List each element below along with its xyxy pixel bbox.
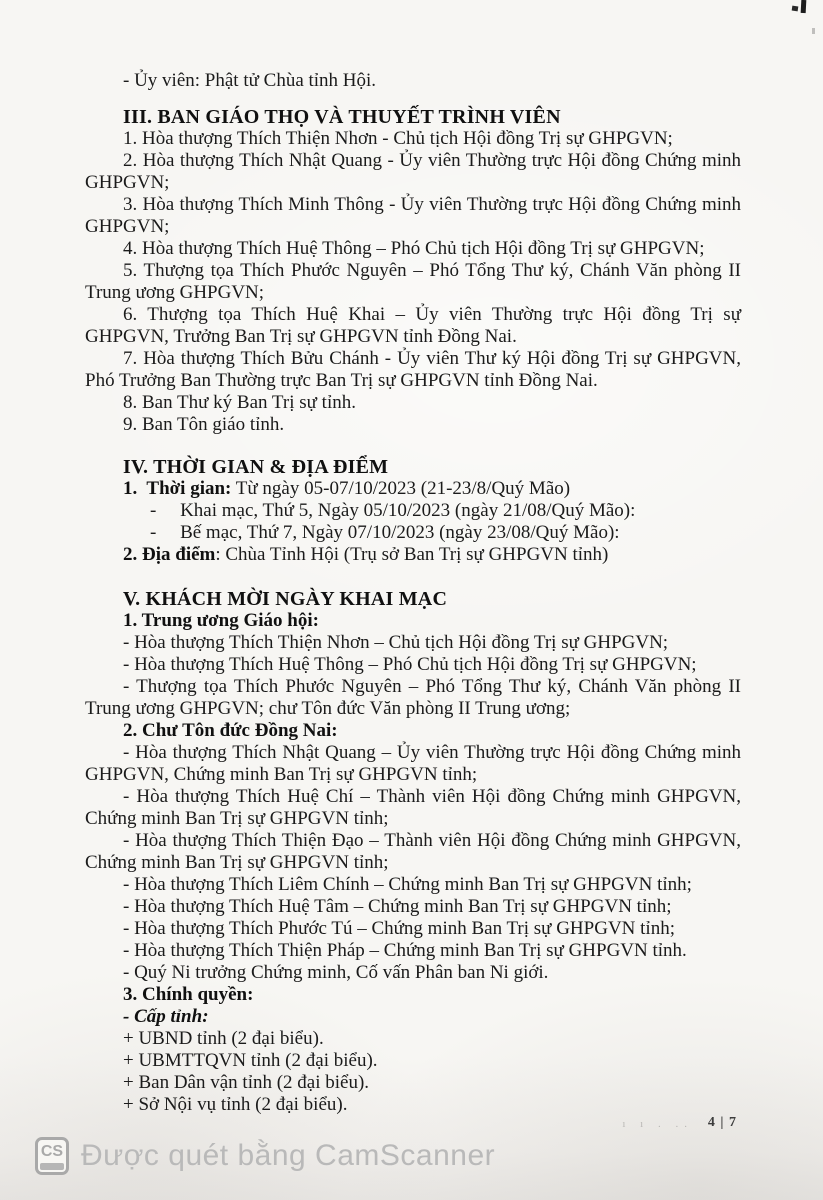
text-run: : Chùa Tỉnh Hội (Trụ sở Ban Trị sự GHPGVN tỉnh) <box>215 544 609 565</box>
text-run: 1. Trung ương Giáo hội: <box>123 610 319 631</box>
camscanner-logo-bar <box>40 1163 64 1170</box>
text-run: Từ ngày 05-07/10/2023 (21-23/8/Quý Mão) <box>231 478 571 499</box>
text-line <box>85 676 741 698</box>
text-run: GHPGVN, Chứng minh Ban Trị sự GHPGVN tỉnh; <box>85 764 478 785</box>
text-run: Trung ương GHPGVN; <box>85 282 265 303</box>
text-run: 3. Hòa thượng Thích Minh Thông - Ủy viên Thường trực Hội đồng Chứng minh <box>123 194 741 215</box>
text-line <box>85 720 741 742</box>
text-line <box>85 874 741 896</box>
text-line <box>85 544 741 566</box>
scan-artifact-top-right <box>792 0 816 16</box>
camscanner-footer <box>35 1134 495 1178</box>
text-line <box>85 500 741 522</box>
text-run: - Thượng tọa Thích Phước Nguyên – Phó Tổng Thư ký, Chánh Văn phòng II <box>123 676 741 697</box>
scan-noise-marks: ı ı . .. <box>622 1118 693 1130</box>
text-run: - Hòa thượng Thích Thiện Pháp – Chứng minh Ban Trị sự GHPGVN tỉnh. <box>123 940 687 961</box>
text-line <box>85 128 741 150</box>
text-run: 3. Chính quyền: <box>123 984 254 1005</box>
text-run: Chứng minh Ban Trị sự GHPGVN tỉnh; <box>85 852 389 873</box>
text-line <box>85 1050 741 1072</box>
text-line <box>85 984 741 1006</box>
text-run: Chứng minh Ban Trị sự GHPGVN tỉnh; <box>85 808 389 829</box>
text-line <box>85 414 741 436</box>
text-run: - Hòa thượng Thích Thiện Nhơn – Chủ tịch Hội đồng Trị sự GHPGVN; <box>123 632 669 653</box>
text-run: 2. Địa điểm <box>123 544 216 565</box>
text-line <box>85 852 741 874</box>
text-run: 8. Ban Thư ký Ban Trị sự tỉnh. <box>123 392 356 413</box>
text-run: V. KHÁCH MỜI NGÀY KHAI MẠC <box>123 588 448 610</box>
text-run: - Hòa thượng Thích Nhật Quang – Ủy viên Thường trực Hội đồng Chứng minh <box>123 742 741 763</box>
text-line <box>85 1006 741 1028</box>
text-run: III. BAN GIÁO THỌ VÀ THUYẾT TRÌNH VIÊN <box>123 106 561 128</box>
text-line <box>85 654 741 676</box>
section-heading <box>85 456 741 478</box>
text-run: 1. Thời gian: <box>123 478 232 499</box>
text-run: IV. THỜI GIAN & ĐỊA ĐIỂM <box>123 456 389 478</box>
text-run: + UBND tỉnh (2 đại biểu). <box>123 1028 324 1049</box>
text-line <box>85 326 741 348</box>
text-run: - Hòa thượng Thích Liêm Chính – Chứng minh Ban Trị sự GHPGVN tỉnh; <box>123 874 692 895</box>
text-run: Phó Trưởng Ban Thường trực Ban Trị sự GHPGVN tỉnh Đồng Nai. <box>85 370 598 391</box>
text-line <box>85 786 741 808</box>
text-line <box>85 610 741 632</box>
section-heading <box>85 106 741 128</box>
text-run: + UBMTTQVN tỉnh (2 đại biểu). <box>123 1050 378 1071</box>
text-line <box>85 764 741 786</box>
text-run: - Quý Ni trưởng Chứng minh, Cố vấn Phân ban Ni giới. <box>123 962 549 983</box>
text-run: GHPGVN; <box>85 172 170 193</box>
text-line <box>85 896 741 918</box>
text-run: + Ban Dân vận tỉnh (2 đại biểu). <box>123 1072 370 1093</box>
text-run: - Khai mạc, Thứ 5, Ngày 05/10/2023 (ngày 21/08/Quý Mão): <box>150 500 636 521</box>
text-run: - Hòa thượng Thích Huệ Tâm – Chứng minh Ban Trị sự GHPGVN tỉnh; <box>123 896 672 917</box>
text-run: GHPGVN, Trưởng Ban Trị sự GHPGVN tỉnh Đồng Nai. <box>85 326 517 347</box>
text-run: - Cấp tỉnh: <box>123 1006 209 1027</box>
text-run: 7. Hòa thượng Thích Bửu Chánh - Ủy viên Thư ký Hội đồng Trị sự GHPGVN, <box>123 348 741 369</box>
text-run: 2. Chư Tôn đức Đồng Nai: <box>123 720 338 741</box>
text-run: - Ủy viên: Phật tử Chùa tỉnh Hội. <box>123 70 377 91</box>
text-run: Trung ương GHPGVN; chư Tôn đức Văn phòng II Trung ương; <box>85 698 571 719</box>
text-line <box>85 150 741 172</box>
text-run: 6. Thượng tọa Thích Huệ Khai – Ủy viên Thường trực Hội đồng Trị sự <box>123 304 741 325</box>
text-line <box>85 282 741 304</box>
text-run: GHPGVN; <box>85 216 170 237</box>
text-run: 9. Ban Tôn giáo tỉnh. <box>123 414 285 435</box>
camscanner-caption: Được quét bằng CamScanner <box>81 1139 496 1172</box>
text-line <box>85 238 741 260</box>
text-line <box>85 172 741 194</box>
text-line <box>85 830 741 852</box>
text-line <box>85 632 741 654</box>
text-line <box>85 194 741 216</box>
text-line <box>85 348 741 370</box>
text-line <box>85 304 741 326</box>
text-line <box>85 370 741 392</box>
text-line <box>85 478 741 500</box>
text-line <box>85 1072 741 1094</box>
text-line <box>85 216 741 238</box>
text-line <box>85 1094 741 1116</box>
text-line <box>85 392 741 414</box>
document-body <box>85 70 741 1116</box>
text-run: - Hòa thượng Thích Phước Tú – Chứng minh Ban Trị sự GHPGVN tỉnh; <box>123 918 675 939</box>
text-run: 2. Hòa thượng Thích Nhật Quang - Ủy viên Thường trực Hội đồng Chứng minh <box>123 150 741 171</box>
page-number: 4 | 7 <box>707 1115 737 1130</box>
camscanner-logo-icon <box>35 1137 69 1175</box>
text-run: - Hòa thượng Thích Thiện Đạo – Thành viên Hội đồng Chứng minh GHPGVN, <box>123 830 741 851</box>
text-run: 1. Hòa thượng Thích Thiện Nhơn - Chủ tịch Hội đồng Trị sự GHPGVN; <box>123 128 673 149</box>
text-line <box>85 918 741 940</box>
text-run: + Sở Nội vụ tỉnh (2 đại biểu). <box>123 1094 348 1115</box>
text-line <box>85 808 741 830</box>
text-run: - Hòa thượng Thích Huệ Thông – Phó Chủ tịch Hội đồng Trị sự GHPGVN; <box>123 654 697 675</box>
text-line <box>85 70 741 92</box>
text-line <box>85 962 741 984</box>
text-line <box>85 1028 741 1050</box>
text-run: 4. Hòa thượng Thích Huệ Thông – Phó Chủ tịch Hội đồng Trị sự GHPGVN; <box>123 238 705 259</box>
text-line <box>85 940 741 962</box>
camscanner-logo-label: CS <box>40 1143 64 1160</box>
text-line <box>85 260 741 282</box>
text-run: - Hòa thượng Thích Huệ Chí – Thành viên Hội đồng Chứng minh GHPGVN, <box>123 786 741 807</box>
text-line <box>85 698 741 720</box>
section-heading <box>85 588 741 610</box>
text-run: - Bế mạc, Thứ 7, Ngày 07/10/2023 (ngày 23/08/Quý Mão): <box>150 522 620 543</box>
text-run: 5. Thượng tọa Thích Phước Nguyên – Phó Tổng Thư ký, Chánh Văn phòng II <box>123 260 741 281</box>
text-line <box>85 522 741 544</box>
text-line <box>85 742 741 764</box>
